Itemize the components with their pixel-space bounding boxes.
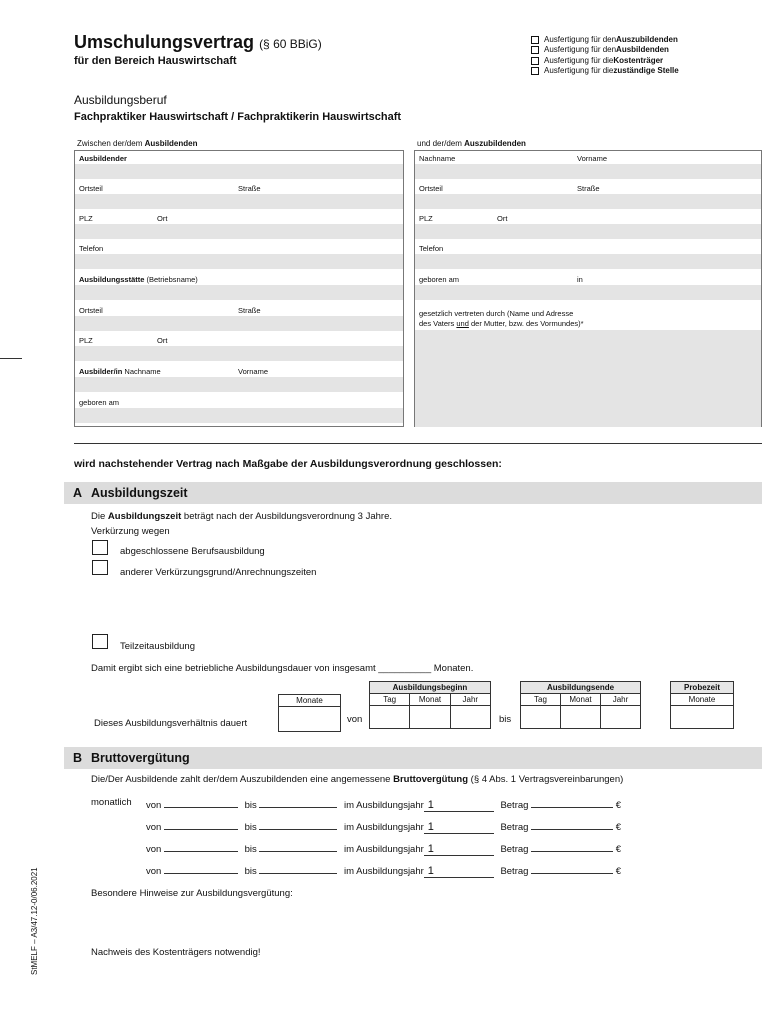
field-azubi-ortsteil-strasse[interactable]: Ortsteil Straße bbox=[415, 181, 761, 211]
input-betrag[interactable] bbox=[531, 797, 613, 808]
field-plz-ort-2[interactable]: PLZ Ort bbox=[75, 333, 403, 363]
verguetung-row: von bis im Ausbildungsjahr 1 Betrag € bbox=[146, 821, 622, 833]
field-ausbilder[interactable]: Ausbilder/in Nachname Vorname bbox=[75, 364, 403, 394]
input-ende[interactable] bbox=[521, 706, 640, 728]
form-subtitle: für den Bereich Hauswirtschaft bbox=[74, 55, 237, 67]
dauer-text: Damit ergibt sich eine betriebliche Ausbildungsdauer von insgesamt __________ Monaten. bbox=[91, 663, 474, 674]
input-probezeit[interactable] bbox=[671, 706, 733, 728]
field-nachname-vorname[interactable]: Nachname Vorname bbox=[415, 151, 761, 181]
option-abgeschlossene-ausbildung: abgeschlossene Berufsausbildung bbox=[120, 546, 265, 557]
dauert-label: Dieses Ausbildungsverhältnis dauert bbox=[94, 718, 248, 729]
beruf-label: Ausbildungsberuf bbox=[74, 93, 167, 107]
checkbox-abgeschlossene-ausbildung[interactable] bbox=[92, 540, 108, 555]
copy-checkbox-list bbox=[531, 35, 679, 76]
input-betrag[interactable] bbox=[531, 819, 613, 830]
input-von[interactable] bbox=[164, 841, 238, 852]
divider bbox=[74, 443, 762, 444]
copy-option-auszubildende: Ausfertigung für den Auszubildenden bbox=[531, 35, 679, 45]
option-teilzeit: Teilzeitausbildung bbox=[120, 641, 195, 652]
input-beginn[interactable] bbox=[370, 706, 490, 728]
copy-option-zustaendige-stelle: Ausfertigung für die zuständige Stelle bbox=[531, 66, 679, 76]
input-von[interactable] bbox=[164, 863, 238, 874]
fold-mark bbox=[0, 358, 22, 359]
table-ausbildungsende: Ausbildungsende Tag Monat Jahr bbox=[520, 681, 641, 729]
field-azubi-plz-ort[interactable]: PLZ Ort bbox=[415, 211, 761, 241]
input-betrag[interactable] bbox=[531, 841, 613, 852]
input-ausbildungsjahr[interactable]: 1 bbox=[424, 845, 494, 856]
option-anderer-grund: anderer Verkürzungsgrund/Anrechnungszeiten bbox=[120, 567, 317, 578]
checkbox[interactable] bbox=[531, 57, 539, 65]
input-von[interactable] bbox=[164, 797, 238, 808]
beruf-value: Fachpraktiker Hauswirtschaft / Fachpraktikerin Hauswirtschaft bbox=[74, 111, 402, 123]
left-party-heading: Zwischen der/dem Ausbildenden bbox=[77, 139, 198, 148]
input-betrag[interactable] bbox=[531, 863, 613, 874]
checkbox[interactable] bbox=[531, 67, 539, 75]
nachweis-text: Nachweis des Kostenträgers notwendig! bbox=[91, 947, 261, 958]
checkbox-anderer-grund[interactable] bbox=[92, 560, 108, 575]
bis-label: bis bbox=[499, 714, 512, 725]
verguetung-row: von bis im Ausbildungsjahr 1 Betrag € bbox=[146, 799, 622, 811]
field-azubi-geboren[interactable]: geboren am in bbox=[415, 272, 761, 302]
verkuerzung-label: Verkürzung wegen bbox=[91, 526, 170, 537]
copy-option-ausbildende: Ausfertigung für den Ausbildenden bbox=[531, 45, 679, 55]
field-ausbildungsstaette[interactable]: Ausbildungsstätte (Betriebsname) bbox=[75, 272, 403, 302]
input-ausbildungsjahr[interactable]: 1 bbox=[424, 867, 494, 878]
paragraph-reference: (§ 60 BBiG) bbox=[259, 37, 322, 51]
checkbox[interactable] bbox=[531, 46, 539, 54]
input-bis[interactable] bbox=[259, 863, 337, 874]
table-probezeit: Probezeit Monate bbox=[670, 681, 734, 729]
field-ausbildender[interactable]: Ausbildender bbox=[75, 151, 403, 181]
input-monate[interactable] bbox=[279, 707, 340, 729]
auszubildender-box bbox=[414, 150, 762, 427]
hinweise-label: Besondere Hinweise zur Ausbildungsvergütung: bbox=[91, 888, 293, 899]
field-plz-ort[interactable]: PLZ Ort bbox=[75, 211, 403, 241]
von-label: von bbox=[347, 714, 363, 725]
ausbildender-box bbox=[74, 150, 404, 427]
field-gesetzlich-vertreten[interactable]: gesetzlich vertreten durch (Name und Adresse des Vaters und der Mutter, bzw. des Vormundes)* bbox=[415, 303, 761, 427]
section-a-header: A Ausbildungszeit bbox=[64, 482, 762, 504]
section-b-header: B Bruttovergütung bbox=[64, 747, 762, 769]
table-ausbildungsbeginn: Ausbildungsbeginn Tag Monat Jahr bbox=[369, 681, 491, 729]
checkbox[interactable] bbox=[531, 36, 539, 44]
input-bis[interactable] bbox=[259, 819, 337, 830]
right-party-heading: und der/dem Auszubildenden bbox=[417, 139, 526, 148]
monatlich-label: monatlich bbox=[91, 797, 132, 808]
verguetung-row: von bis im Ausbildungsjahr 1 Betrag € bbox=[146, 865, 622, 877]
form-code: StMELF – A3/47.12-0/06.2021 bbox=[30, 867, 39, 975]
checkbox-teilzeit[interactable] bbox=[92, 634, 108, 649]
copy-option-kostentraeger: Ausfertigung für die Kostenträger bbox=[531, 56, 679, 66]
table-monate: Monate bbox=[278, 694, 341, 732]
input-ausbildungsjahr[interactable]: 1 bbox=[424, 801, 494, 812]
verguetung-text: Die/Der Ausbildende zahlt der/dem Auszubildenden eine angemessene Bruttovergütung (§ 4 Abs. 1 Vertragsvereinbarungen) bbox=[91, 774, 624, 785]
form-title: Umschulungsvertrag (§ 60 BBiG) bbox=[74, 32, 322, 52]
field-ausbilder-geboren[interactable]: geboren am bbox=[75, 395, 403, 425]
verguetung-row: von bis im Ausbildungsjahr 1 Betrag € bbox=[146, 843, 622, 855]
input-bis[interactable] bbox=[259, 797, 337, 808]
input-ausbildungsjahr[interactable]: 1 bbox=[424, 823, 494, 834]
intro-text: wird nachstehender Vertrag nach Maßgabe der Ausbildungsverordnung geschlossen: bbox=[74, 458, 502, 470]
field-ortsteil-strasse-2[interactable]: Ortsteil Straße bbox=[75, 303, 403, 333]
ausbildungszeit-text: Die Ausbildungszeit beträgt nach der Ausbildungsverordnung 3 Jahre. bbox=[91, 511, 393, 522]
field-azubi-telefon[interactable]: Telefon bbox=[415, 241, 761, 271]
input-von[interactable] bbox=[164, 819, 238, 830]
input-bis[interactable] bbox=[259, 841, 337, 852]
field-telefon[interactable]: Telefon bbox=[75, 241, 403, 271]
field-ortsteil-strasse[interactable]: Ortsteil Straße bbox=[75, 181, 403, 211]
